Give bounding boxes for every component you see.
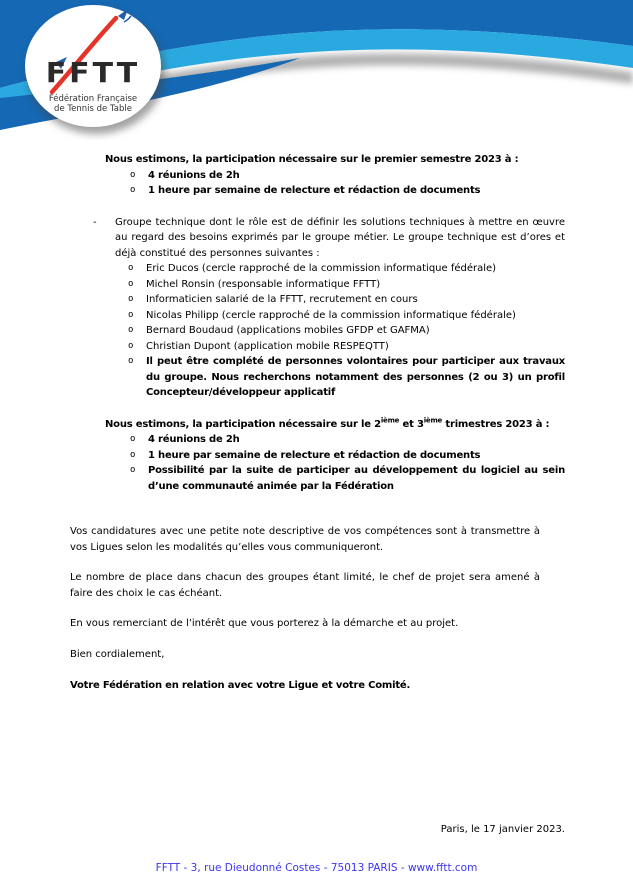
letterhead-header <box>0 0 633 140</box>
bullet-marker: o <box>128 263 134 273</box>
spacer <box>70 494 565 524</box>
logo-org-line1: Fédération Française <box>48 94 138 104</box>
bullet-marker: o <box>130 465 136 475</box>
estimate-trimesters-heading <box>105 417 565 433</box>
dash-marker: - <box>93 216 97 228</box>
member-name: Christian Dupont (application mobile RESPEQTT) <box>146 340 389 352</box>
bullet-marker: o <box>130 169 136 180</box>
list-item <box>115 339 565 355</box>
bullet-marker: o <box>128 356 134 366</box>
bullet-marker: o <box>130 434 136 444</box>
list-item <box>105 168 565 184</box>
list-item <box>115 323 565 339</box>
estimate-item: Possibilité par la suite de participer au développement du logiciel au sein d’une communauté animée par la Fédération <box>148 465 565 492</box>
estimate-item: 1 heure par semaine de relecture et rédaction de documents <box>148 449 481 461</box>
technical-group-text: Groupe technique dont le rôle est de définir les solutions techniques à mettre en œuvre au regard des besoins exprimés par le groupe métier. Le groupe technique est d’ores et déjà constitué des personnes suivantes : <box>115 216 565 259</box>
letter-body <box>0 140 633 837</box>
list-item <box>105 183 565 199</box>
bullet-marker: o <box>128 340 134 351</box>
paragraph-thanks: En vous remerciant de l’intérêt que vous porterez à la démarche et au projet. <box>70 618 459 629</box>
paragraph-candidatures: Vos candidatures avec une petite note descriptive de vos compétences sont à transmettre à vos Ligues selon les modalités qu’elles vous communiqueront. <box>70 526 540 553</box>
list-item <box>115 261 565 277</box>
estimate-item: 4 réunions de 2h <box>148 434 240 445</box>
ordinal-superscript: ième <box>380 416 400 425</box>
volunteer-note-item <box>115 354 565 401</box>
bullet-marker: o <box>128 294 134 304</box>
list-item <box>115 308 565 324</box>
bullet-marker: o <box>130 449 136 460</box>
estimate-item: 4 réunions de 2h <box>148 169 240 181</box>
bullet-marker: o <box>128 309 134 320</box>
ordinal-superscript: ième <box>423 416 443 425</box>
bullet-marker: o <box>128 278 134 289</box>
logo-org-line2: de Tennis de Table <box>54 104 132 114</box>
list-item <box>105 432 565 448</box>
dateline: Paris, le 17 janvier 2023. <box>440 823 565 835</box>
spacer <box>70 199 565 215</box>
paragraph-places: Le nombre de place dans chacun des groupes étant limité, le chef de projet sera amené à faire des choix le cas échéant. <box>70 572 540 599</box>
logo-acronym: FFTT <box>45 56 141 89</box>
bullet-marker: o <box>130 185 136 195</box>
paragraph-regards: Bien cordialement, <box>70 648 165 660</box>
heading-text: trimestres 2023 à : <box>442 418 550 430</box>
estimate-semester-heading: Nous estimons, la participation nécessaire sur le premier semestre 2023 à : <box>105 154 519 165</box>
bullet-marker: o <box>128 325 134 335</box>
spacer <box>70 401 565 417</box>
member-name: Eric Ducos (cercle rapproché de la commission informatique fédérale) <box>146 263 497 274</box>
members-list <box>115 261 565 401</box>
list-item <box>105 448 565 464</box>
member-name: Bernard Boudaud (applications mobiles GFDP et GAFMA) <box>146 325 430 336</box>
member-name: Nicolas Philipp (cercle rapproché de la commission informatique fédérale) <box>146 309 516 321</box>
volunteer-note: Il peut être complété de personnes volontaires pour participer aux travaux du groupe. Nous recherchons notamment des personnes (2 ou 3) un profil Concepteur/développeur applicatif <box>146 356 565 398</box>
member-name: Michel Ronsin (responsable informatique FFTT) <box>146 278 381 290</box>
header-swoosh-graphic <box>0 0 633 140</box>
signature-line: Votre Fédération en relation avec votre Ligue et votre Comité. <box>70 680 411 691</box>
list-item <box>105 463 565 494</box>
member-name: Informaticien salarié de la FFTT, recrutement en cours <box>146 294 418 305</box>
footer-address: FFTT - 3, rue Dieudonné Costes - 75013 PARIS - www.fftt.com <box>155 861 478 874</box>
estimate-semester-block <box>105 152 565 199</box>
list-item <box>115 292 565 308</box>
estimate-trimesters-block <box>105 417 565 495</box>
heading-text: Nous estimons, la participation nécessaire sur le 2 <box>105 418 381 430</box>
estimate-item: 1 heure par semaine de relecture et rédaction de documents <box>148 185 481 196</box>
technical-group-item <box>70 215 565 262</box>
list-item <box>115 277 565 293</box>
heading-text: et 3 <box>399 418 424 430</box>
